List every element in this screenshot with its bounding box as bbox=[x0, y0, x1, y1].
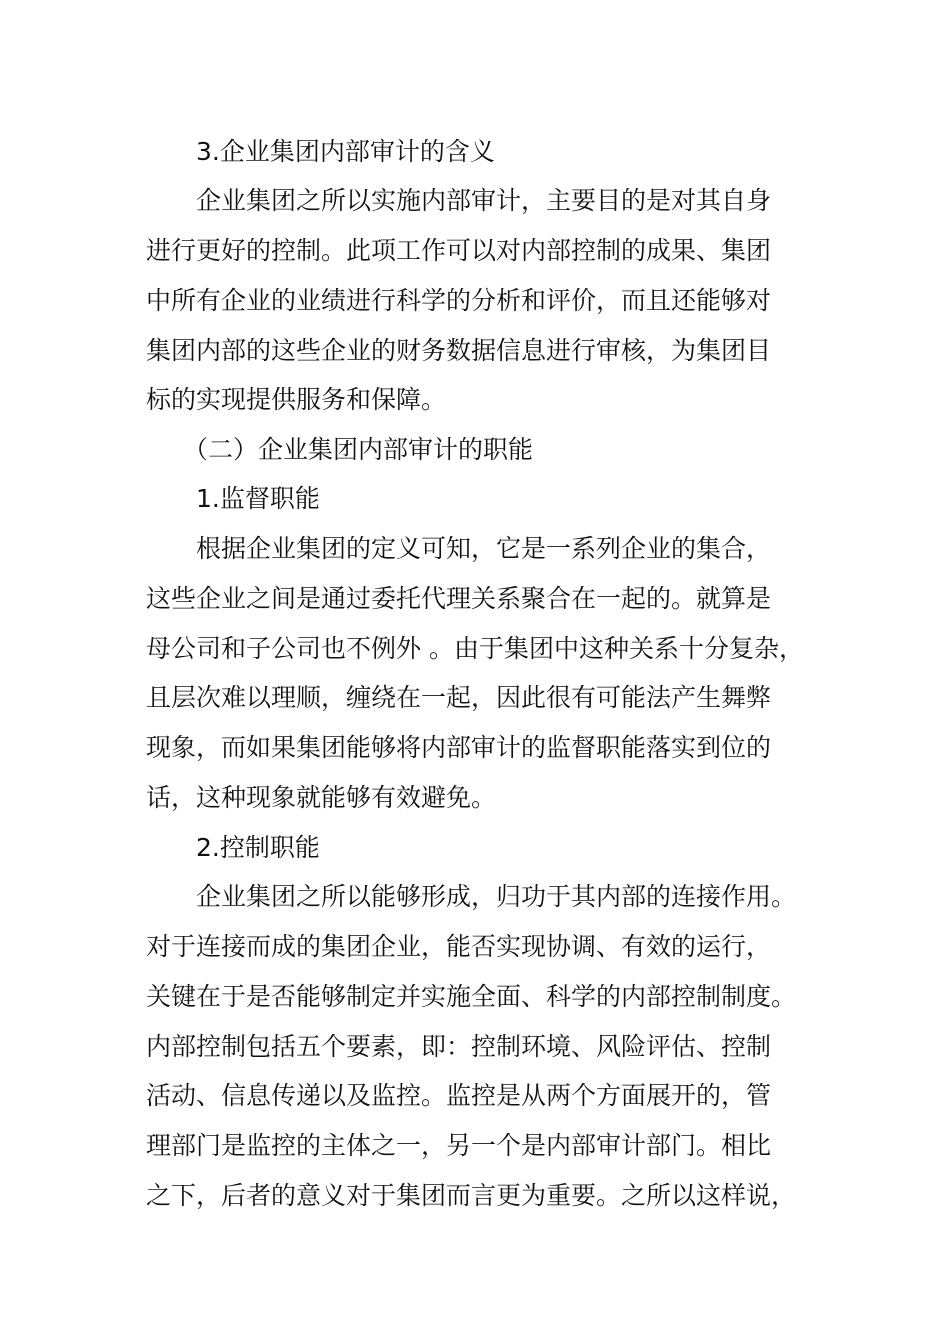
paragraph-line: 关键在于是否能够制定并实施全面、科学的内部控制制度。 bbox=[146, 982, 797, 1011]
paragraph-line: 集团内部的这些企业的财务数据信息进行审核，为集团目 bbox=[146, 336, 772, 365]
paragraph-line: 标的实现提供服务和保障。 bbox=[146, 385, 447, 414]
paragraph-line: 母公司和子公司也不例外 。由于集团中这种关系十分复杂， bbox=[146, 634, 804, 663]
paragraph-line: 活动、信息传递以及监控。监控是从两个方面展开的，管 bbox=[146, 1081, 772, 1110]
paragraph-line: 企业集团之所以实施内部审计，主要目的是对其自身 bbox=[196, 186, 772, 215]
paragraph-line: 内部控制包括五个要素，即：控制环境、风险评估、控制 bbox=[146, 1032, 772, 1061]
paragraph-line: 对于连接而成的集团企业，能否实现协调、有效的运行， bbox=[146, 932, 772, 961]
paragraph-line: 理部门是监控的主体之一，另一个是内部审计部门。相比 bbox=[146, 1131, 772, 1160]
paragraph-line: 根据企业集团的定义可知，它是一系列企业的集合， bbox=[196, 534, 772, 563]
section-heading-meaning: 3.企业集团内部审计的含义 bbox=[196, 137, 495, 166]
subheading-control: 2.控制职能 bbox=[196, 833, 320, 862]
paragraph-line: 企业集团之所以能够形成，归功于其内部的连接作用。 bbox=[196, 882, 797, 911]
paragraph-line: 之下，后者的意义对于集团而言更为重要。之所以这样说， bbox=[146, 1181, 797, 1210]
paragraph-line: 话，这种现象就能够有效避免。 bbox=[146, 783, 497, 812]
section-heading-functions: （二）企业集团内部审计的职能 bbox=[183, 435, 534, 464]
paragraph-line: 现象，而如果集团能够将内部审计的监督职能落实到位的 bbox=[146, 733, 772, 762]
paragraph-line: 进行更好的控制。此项工作可以对内部控制的成果、集团 bbox=[146, 236, 772, 265]
paragraph-line: 且层次难以理顺，缠绕在一起，因此很有可能法产生舞弊 bbox=[146, 683, 772, 712]
subheading-supervision: 1.监督职能 bbox=[196, 484, 320, 513]
paragraph-line: 中所有企业的业绩进行科学的分析和评价，而且还能够对 bbox=[146, 286, 772, 315]
paragraph-line: 这些企业之间是通过委托代理关系聚合在一起的。就算是 bbox=[146, 584, 772, 613]
